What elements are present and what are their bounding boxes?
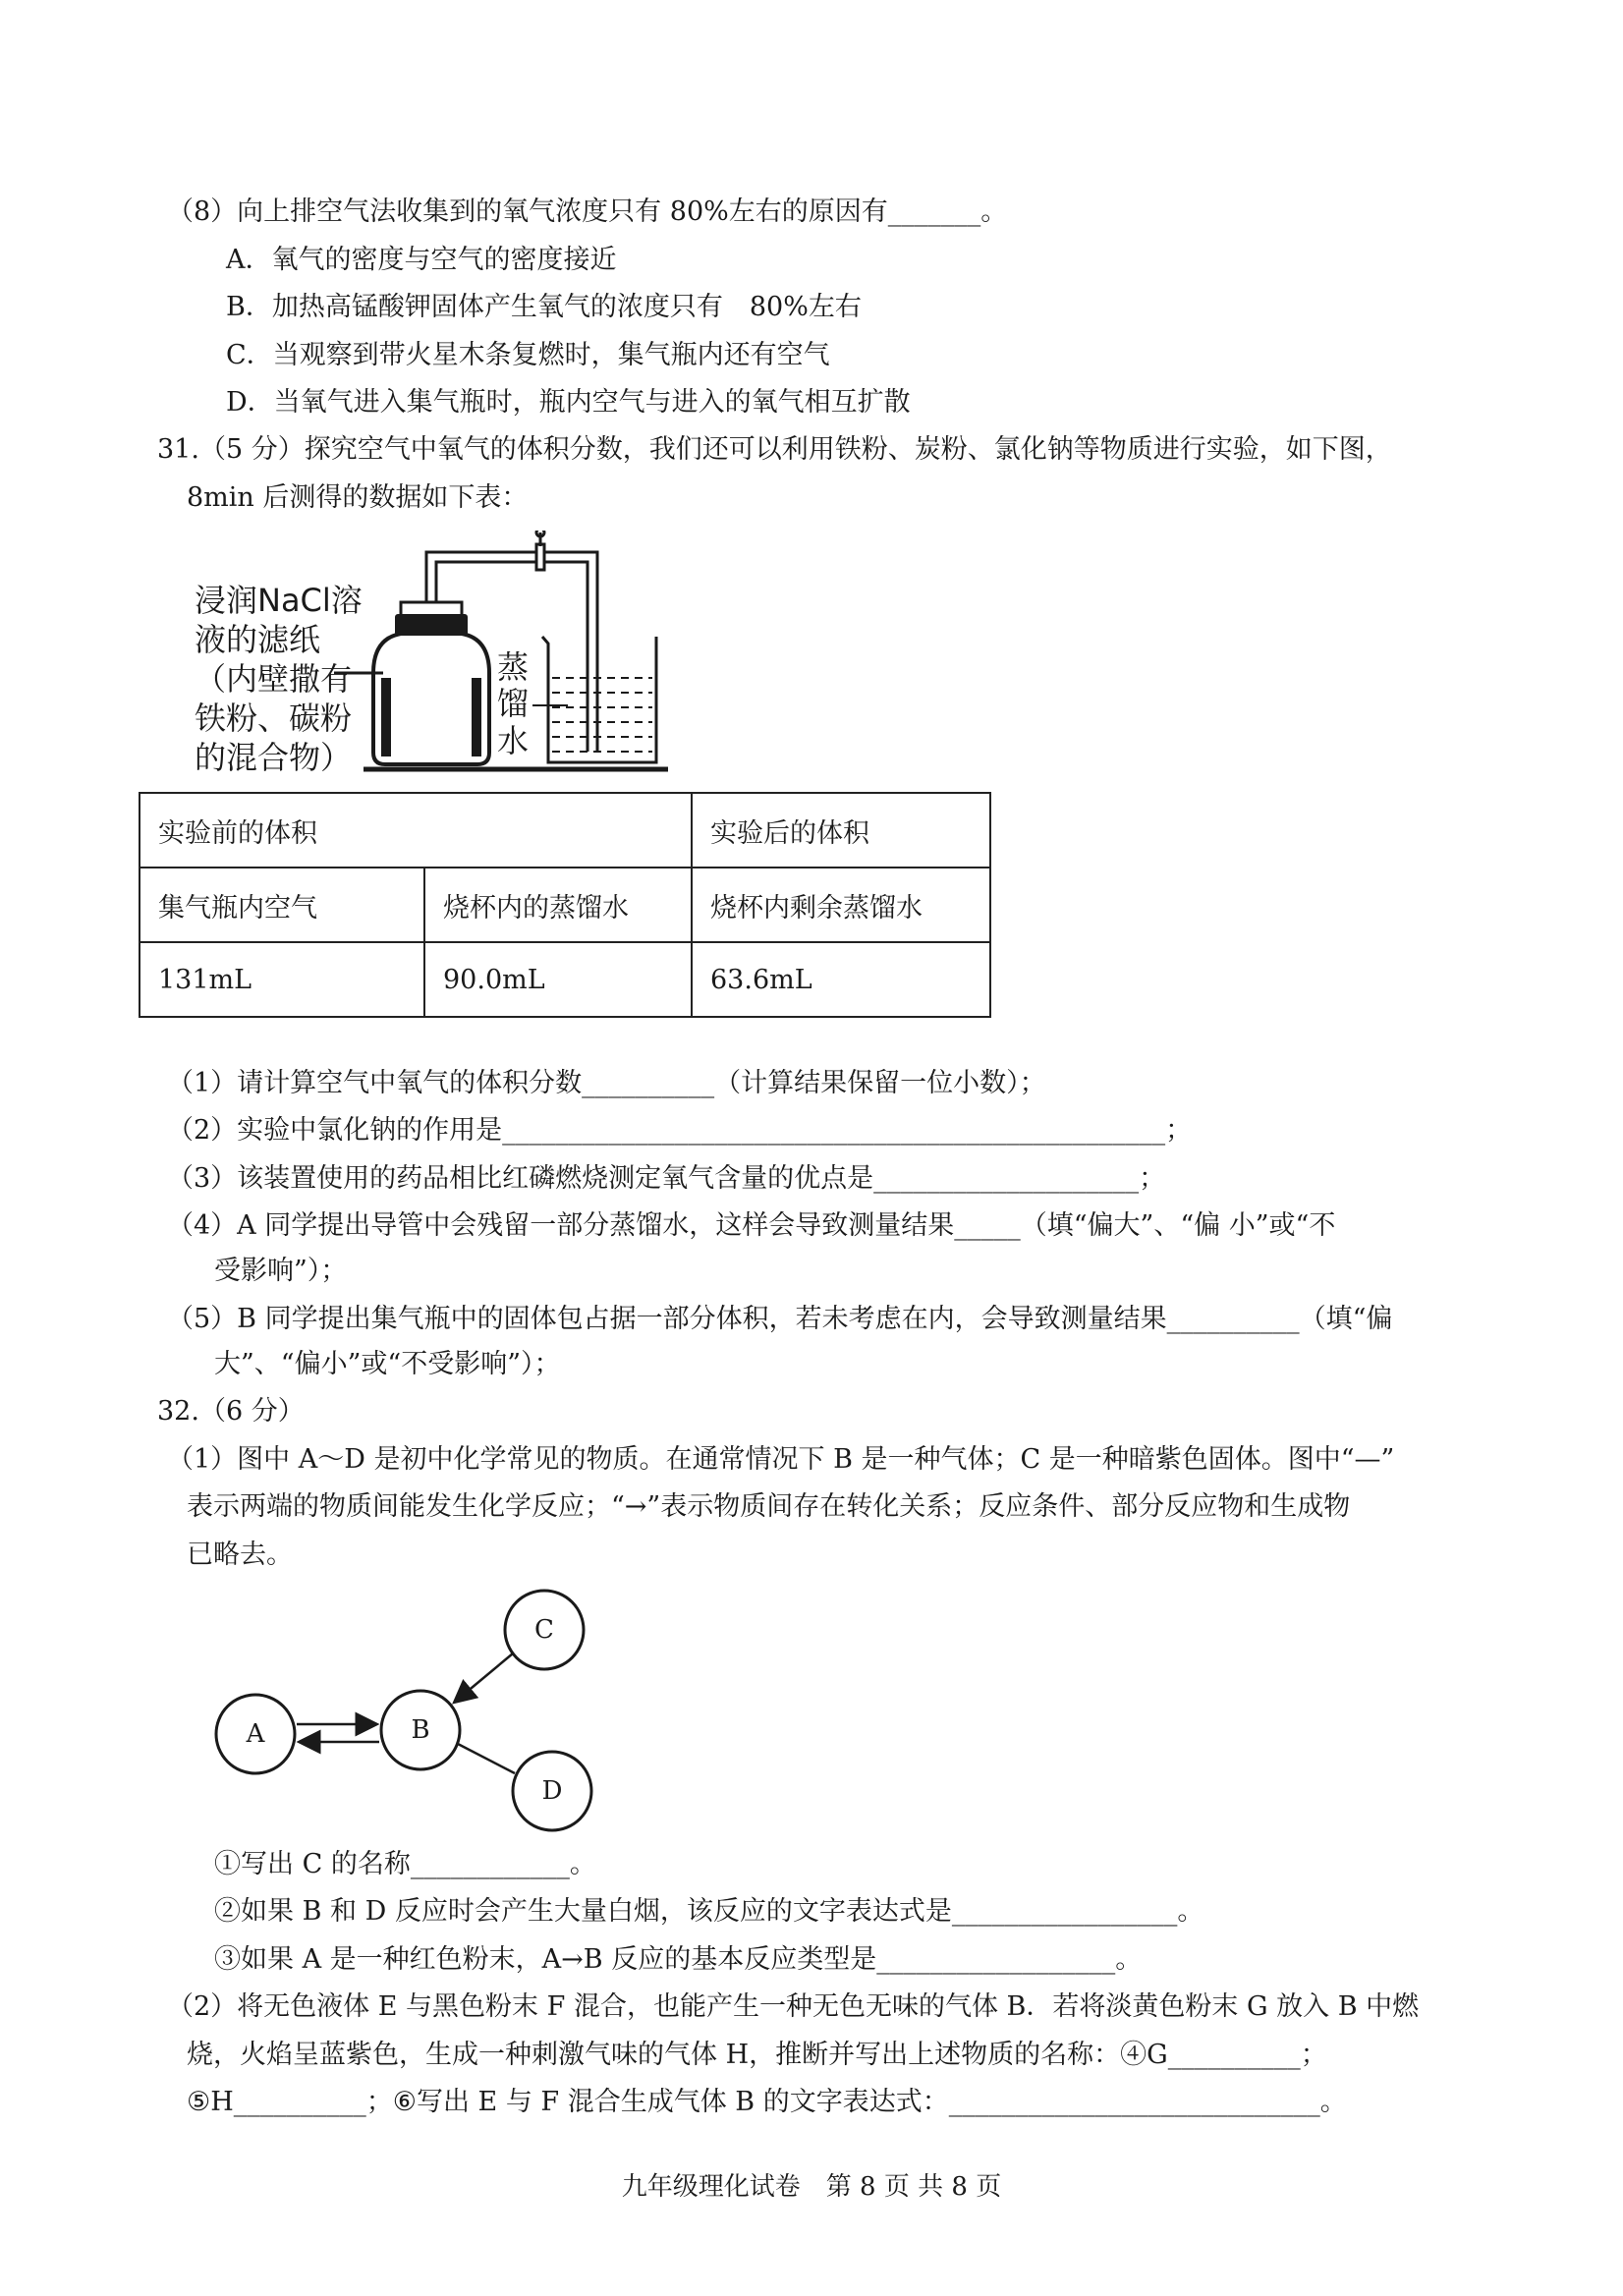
q30-8-option-a: A．氧气的密度与空气的密度接近 — [226, 245, 617, 275]
q32-p2-line1: （2）将无色液体 E 与黑色粉末 F 混合，也能产生一种无色无味的气体 B．若将淡黄色粉末 G 放入 B 中燃 — [167, 1991, 1420, 2022]
table-cell-value: 131mL — [140, 942, 424, 1017]
q32-p2-line3: ⑤H__________；⑥写出 E 与 F 混合生成气体 B 的文字表达式：____________________________。 — [187, 2087, 1347, 2117]
water-label-3: 水 — [497, 722, 530, 759]
q32-s3: ③如果 A 是一种红色粉末，A→B 反应的基本反应类型是__________________。 — [214, 1944, 1143, 1975]
q32-p1-line1: （1）图中 A～D 是初中化学常见的物质。在通常情况下 B 是一种气体；C 是一种暗紫色固体。图中“—” — [167, 1444, 1395, 1475]
beaker — [542, 637, 656, 762]
page-footer: 九年级理化试卷 第 8 页 共 8 页 — [621, 2172, 1002, 2202]
relation-diagram — [206, 1587, 619, 1832]
filter-label-4: 铁粉、碳粉 — [195, 700, 353, 737]
filter-label-3: （内壁撒有 — [195, 660, 353, 698]
filter-label-1: 浸润NaCl溶 — [195, 582, 363, 619]
q30-8-option-d: D．当氧气进入集气瓶时，瓶内空气与进入的氧气相互扩散 — [226, 387, 911, 418]
table-header-after: 实验后的体积 — [692, 793, 990, 868]
q32-p1-line3: 已略去。 — [187, 1540, 293, 1570]
q31-stem-line1: 31.（5 分）探究空气中氧气的体积分数，我们还可以利用铁粉、炭粉、氯化钠等物质进行实验，如下图， — [157, 434, 1392, 465]
q32-title: 32.（6 分） — [157, 1396, 305, 1427]
table-col-beaker-water: 烧杯内的蒸馏水 — [424, 868, 692, 942]
table-cell-value: 63.6mL — [692, 942, 990, 1017]
table-col-remaining-water: 烧杯内剩余蒸馏水 — [692, 868, 990, 942]
q32-p1-line2: 表示两端的物质间能发生化学反应；“→”表示物质间存在转化关系；反应条件、部分反应物和生成物 — [187, 1491, 1351, 1522]
table-col-bottle-air: 集气瓶内空气 — [140, 868, 424, 942]
q30-8-option-c: C．当观察到带火星木条复燃时，集气瓶内还有空气 — [226, 340, 830, 370]
water-label-1: 蒸 — [497, 648, 530, 686]
node-b-label: B — [411, 1715, 430, 1745]
q30-8-option-b: B．加热高锰酸钾固体产生氧气的浓度只有 80%左右 — [226, 292, 862, 322]
q31-sub3: （3）该装置使用的药品相比红磷燃烧测定氧气含量的优点是____________________； — [167, 1163, 1166, 1194]
node-a-label: A — [246, 1719, 265, 1749]
q32-s2: ②如果 B 和 D 反应时会产生大量白烟，该反应的文字表达式是_________________。 — [214, 1896, 1204, 1927]
table-cell-value: 90.0mL — [424, 942, 692, 1017]
node-d-label: D — [541, 1776, 563, 1806]
line-b-d — [458, 1744, 515, 1773]
apparatus-figure — [187, 531, 678, 781]
q31-sub5-line2: 大”、“偏小”或“不受影响”）； — [214, 1349, 561, 1379]
filter-label-2: 液的滤纸 — [195, 621, 321, 658]
q31-sub2: （2）实验中氯化钠的作用是__________________________________________________； — [167, 1115, 1193, 1146]
q32-p2-line2: 烧，火焰呈蓝紫色，生成一种刺激气味的气体 H，推断并写出上述物质的名称：④G__________； — [187, 2040, 1327, 2070]
q31-sub5-line1: （5）B 同学提出集气瓶中的固体包占据一部分体积，若未考虑在内，会导致测量结果__________（填“偏 — [167, 1304, 1393, 1334]
q30-8-stem: （8）向上排空气法收集到的氧气浓度只有 80%左右的原因有_______。 — [167, 196, 1008, 227]
filter-label-5: 的混合物） — [195, 739, 353, 776]
q31-sub4-line2: 受影响”）； — [214, 1256, 348, 1286]
q31-sub4-line1: （4）A 同学提出导管中会残留一部分蒸馏水，这样会导致测量结果_____（填“偏大”、“偏 小”或“不 — [167, 1210, 1336, 1241]
q31-sub1: （1）请计算空气中氧气的体积分数__________（计算结果保留一位小数）； — [167, 1068, 1046, 1098]
gas-bottle — [373, 602, 489, 764]
q32-s1: ①写出 C 的名称____________。 — [214, 1849, 596, 1879]
data-table — [139, 792, 991, 1018]
water-label-2: 馏 — [497, 685, 530, 722]
arrow-c-to-b — [454, 1653, 513, 1703]
node-c-label: C — [534, 1615, 554, 1645]
table-header-before: 实验前的体积 — [140, 793, 692, 868]
q31-stem-line2: 8min 后测得的数据如下表： — [187, 482, 529, 513]
